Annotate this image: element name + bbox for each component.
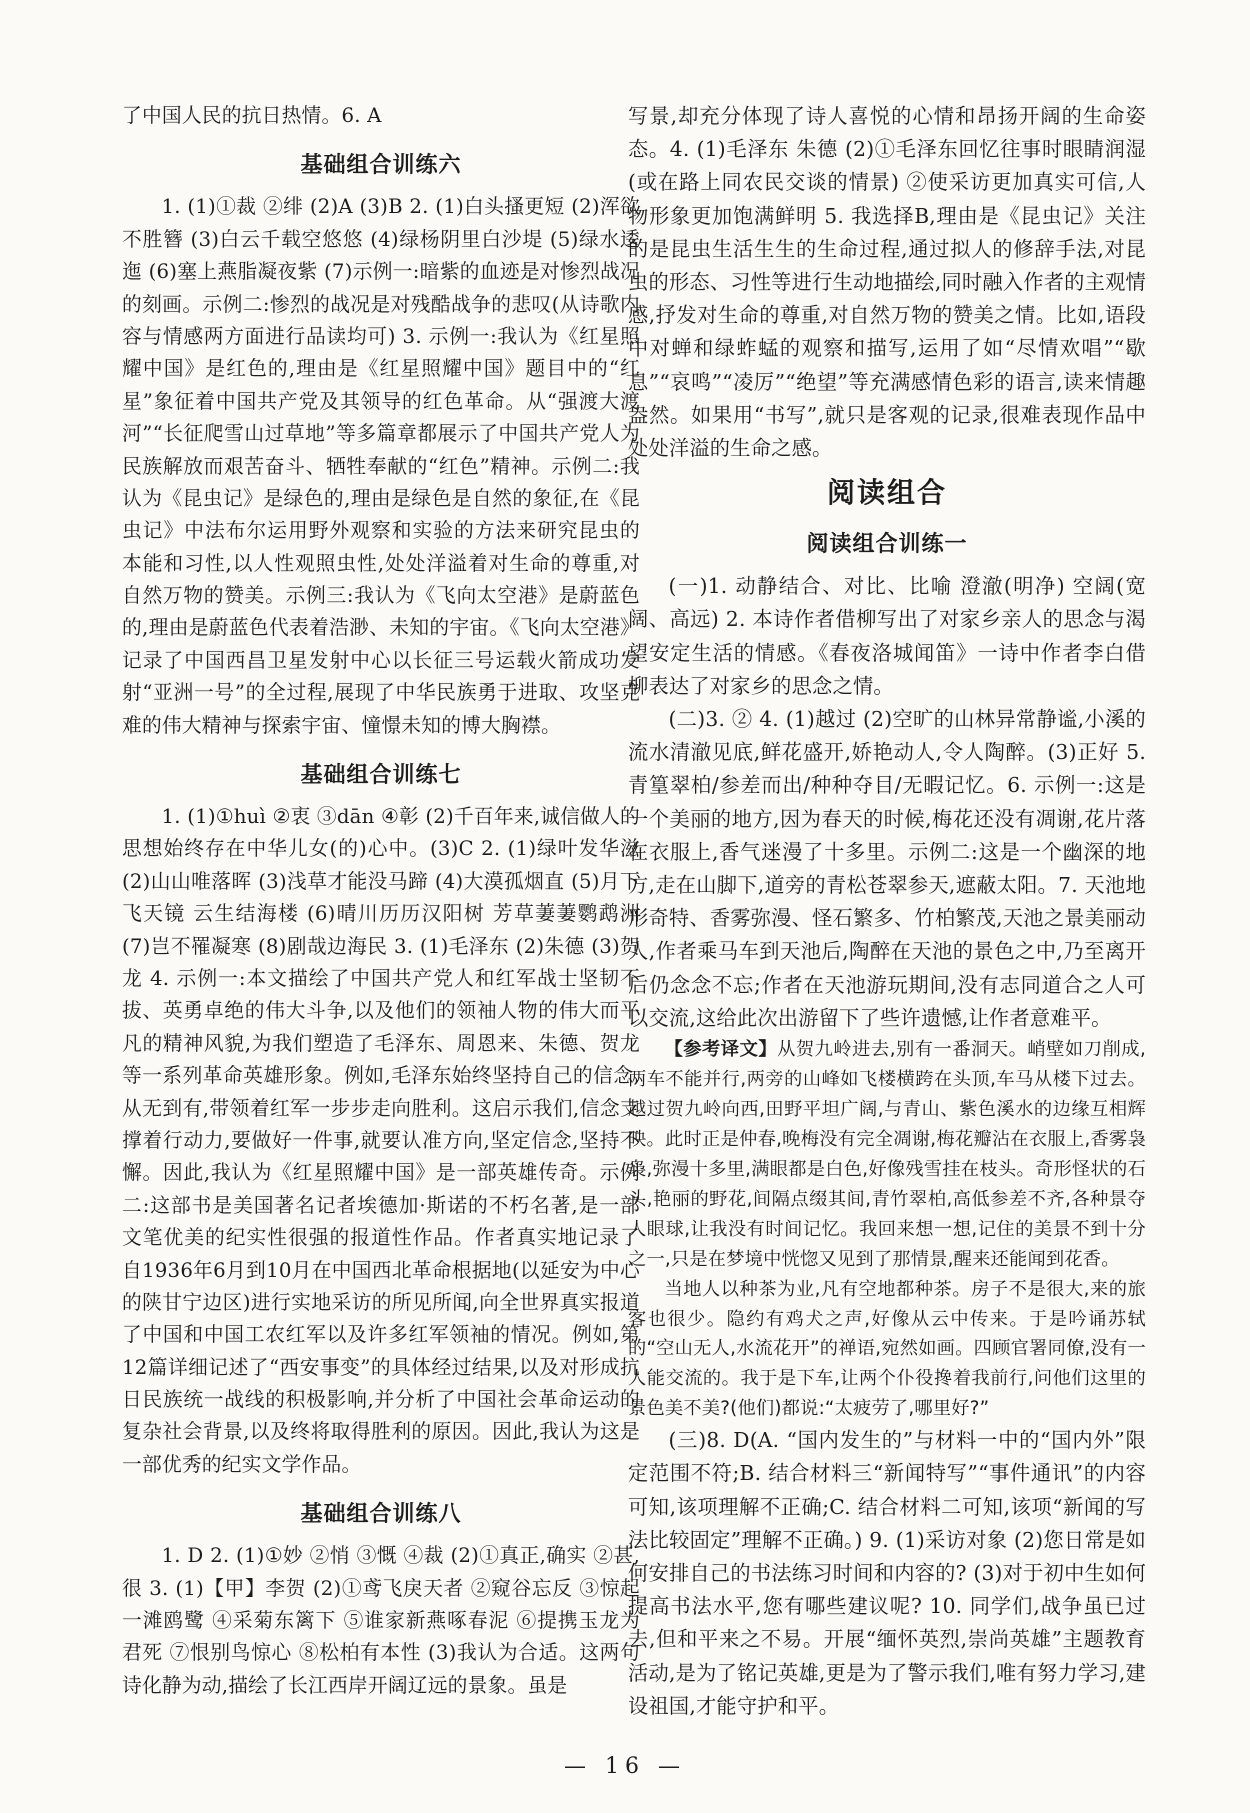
right-column bbox=[628, 100, 1146, 1723]
left-column bbox=[122, 100, 640, 1702]
translation-text: 从贺九岭进去,别有一番洞天。峭壁如刀削成,两车不能并行,两旁的山峰如飞楼横跨在头顶,车马从楼下过去。越过贺九岭向西,田野平坦广阔,与青山、紫色溪水的边缘互相辉映。此时正是仲春,晚梅没有完全凋谢,梅花瓣沾在衣服上,香雾袅袅,弥漫十多里,满眼都是白色,好像残雪挂在枝头。奇形怪状的石头,艳丽的野花,间隔点缀其间,青竹翠柏,高低参差不齐,各种景夺人眼球,让我没有时间记忆。我回来想一想,记住的美景不到十分之一,只是在梦境中恍惚又见到了那情景,醒来还能闻到花香。 bbox=[628, 1039, 1146, 1270]
part-title: 阅读组合 bbox=[826, 476, 947, 510]
answer-paragraph: (二)3. ② 4. (1)越过 (2)空旷的山林异常静谧,小溪的流水清澈见底,鲜花盛开,娇艳动人,令人陶醉。(3)正好 5. 青篁翠柏/参差而出/种种夺目/无暇记忆。6. 示例一:这是一个美丽的地方,因为春天的时候,梅花还没有凋谢,花片落在衣服上,香气迷漫了十多里。示例二:这是一个幽深的地方,走在山脚下,道旁的青松苍翠参天,遮蔽太阳。7. 天池地形奇特、香雾弥漫、怪石繁多、竹柏繁茂,天池之景美丽动人,作者乘马车到天池后,陶醉在天池的景色之中,乃至离开后仍念念不忘;作者在天池游玩期间,没有志同道合之人可以交流,这给此次出游留下了些许遗憾,让作者意难平。 bbox=[628, 707, 1146, 1030]
page-number: — 16 — bbox=[564, 1754, 686, 1779]
answer-paragraph: (一)1. 动静结合、对比、比喻 澄澈(明净) 空阔(宽阔、高远) 2. 本诗作者借柳写出了对家乡亲人的思念与渴望安定生活的情感。《春夜洛城闻笛》一诗中作者李白借柳表达了对家乡的思念之情。 bbox=[628, 574, 1146, 698]
section-title: 基础组合训练七 bbox=[300, 763, 462, 789]
section-answers: 1. (1)①裁 ②绯 (2)A (3)B 2. (1)白头搔更短 (2)浑欲不胜簪 (3)白云千载空悠悠 (4)绿杨阴里白沙堤 (5)绿水逶迤 (6)塞上燕脂凝夜紫 (7)示例一:暗紫的血迹是对惨烈战况的刻画。示例二:惨烈的战况是对残酷战争的悲叹(从诗歌内容与情感两方面进行品读均可) 3. 示例一:我认为《红星照耀中国》是红色的,理由是《红星照耀中国》题目中的“红星”象征着中国共产党及其领导的红色革命。从“强渡大渡河”“长征爬雪山过草地”等多篇章都展示了中国共产党人为民族解放而艰苦奋斗、牺牲奉献的“红色”精神。示例二:我认为《昆虫记》是绿色的,理由是绿色是自然的象征,在《昆虫记》中法布尔运用野外观察和实验的方法来研究昆虫的本能和习性,以人性观照虫性,处处洋溢着对生命的尊重,对自然万物的赞美。示例三:我认为《飞向太空港》是蔚蓝色的,理由是蔚蓝色代表着浩渺、未知的宇宙。《飞向太空港》记录了中国西昌卫星发射中心以长征三号运载火箭成功发射“亚洲一号”的全过程,展现了中华民族勇于进取、攻坚克难的伟大精神与探索宇宙、憧憬未知的博大胸襟。 bbox=[122, 195, 640, 737]
section-title: 基础组合训练八 bbox=[300, 1502, 462, 1528]
section-title: 阅读组合训练一 bbox=[806, 532, 968, 558]
section-answers: 1. D 2. (1)①妙 ②悄 ③慨 ④裁 (2)①真正,确实 ②甚,很 3. (1)【甲】李贺 (2)①鸢飞戾天者 ②窥谷忘反 ③惊起一滩鸥鹭 ④采菊东篱下 ⑤谁家新燕啄春泥 ⑥提携玉龙为君死 ⑦恨别鸟惊心 ⑧松柏有本性 (3)我认为合适。这两句诗化静为动,描绘了长江西岸开阔辽远的景象。虽是 bbox=[122, 1544, 640, 1697]
reference-translation bbox=[628, 1035, 1146, 1275]
continued-text: 了中国人民的抗日热情。6. A bbox=[122, 104, 382, 127]
reference-tag: 【参考译文】 bbox=[664, 1039, 778, 1061]
reference-translation: 当地人以种茶为业,凡有空地都种茶。房子不是很大,来的旅客也很少。隐约有鸡犬之声,好像从云中传来。于是吟诵苏轼的“空山无人,水流花开”的禅语,宛然如画。四顾官署同僚,没有一人能交流的。我于是下车,让两个仆役搀着我前行,问他们这里的景色美不美?(他们)都说:“太疲劳了,哪里好?” bbox=[628, 1278, 1146, 1420]
section-answers: 1. (1)①huì ②衷 ③dān ④彰 (2)千百年来,诚信做人的思想始终存在中华儿女(的)心中。(3)C 2. (1)绿叶发华滋 (2)山山唯落晖 (3)浅草才能没马蹄 (4)大漠孤烟直 (5)月下飞天镜 云生结海楼 (6)晴川历历汉阳树 芳草萋萋鹦鹉洲 (7)岂不罹凝寒 (8)剧哉边海民 3. (1)毛泽东 (2)朱德 (3)贺龙 4. 示例一:本文描绘了中国共产党人和红军战士坚韧不拔、英勇卓绝的伟大斗争,以及他们的领袖人物的伟大而平凡的精神风貌,为我们塑造了毛泽东、周恩来、朱德、贺龙等一系列革命英雄形象。例如,毛泽东始终坚持自己的信念,从无到有,带领着红军一步步走向胜利。这启示我们,信念支撑着行动力,要做好一件事,就要认准方向,坚定信念,坚持不懈。因此,我认为《红星照耀中国》是一部英雄传奇。示例二:这部书是美国著名记者埃德加·斯诺的不朽名著,是一部文笔优美的纪实性很强的报道性作品。作者真实地记录了自1936年6月到10月在中国西北革命根据地(以延安为中心的陕甘宁边区)进行实地采访的所见所闻,向全世界真实报道了中国和中国工农红军以及许多红军领袖的情况。例如,第12篇详细记述了“西安事变”的具体经过结果,以及对形成抗日民族统一战线的积极影响,并分析了中国社会革命运动的复杂社会背景,以及终将取得胜利的原因。因此,我认为这是一部优秀的纪实文学作品。 bbox=[122, 805, 640, 1476]
answer-paragraph: (三)8. D(A. “国内发生的”与材料一中的“国内外”限定范围不符;B. 结合材料三“新闻特写”“事件通讯”的内容可知,该项理解不正确;C. 结合材料二可知,该项“新闻的写法比较固定”理解不正确。) 9. (1)采访对象 (2)您日常是如何安排自己的书法练习时间和内容的? (3)对于初中生如何提高书法水平,您有哪些建议呢? 10. 同学们,战争虽已过去,但和平来之不易。开展“缅怀英烈,崇尚英雄”主题教育活动,是为了铭记英雄,更是为了警示我们,唯有努力学习,建设祖国,才能守护和平。 bbox=[628, 1428, 1146, 1718]
continued-text: 写景,却充分体现了诗人喜悦的心情和昂扬开阔的生命姿态。4. (1)毛泽东 朱德 (2)①毛泽东回忆往事时眼睛润湿(或在路上同农民交谈的情景) ②使采访更加真实可信,人物形象更加饱满鲜明 5. 我选择B,理由是《昆虫记》关注的是昆虫生活生生的生命过程,通过拟人的修辞手法,对昆虫的形态、习性等进行生动地描绘,同时融入作者的主观情感,抒发对生命的尊重,对自然万物的赞美之情。比如,语段中对蝉和绿蚱蜢的观察和描写,运用了如“尽情欢唱”“歇息”“哀鸣”“凌厉”“绝望”等充满感情色彩的语言,读来情趣盎然。如果用“书写”,就只是客观的记录,很难表现作品中处处洋溢的生命之感。 bbox=[628, 104, 1146, 461]
section-title: 基础组合训练六 bbox=[300, 153, 462, 179]
